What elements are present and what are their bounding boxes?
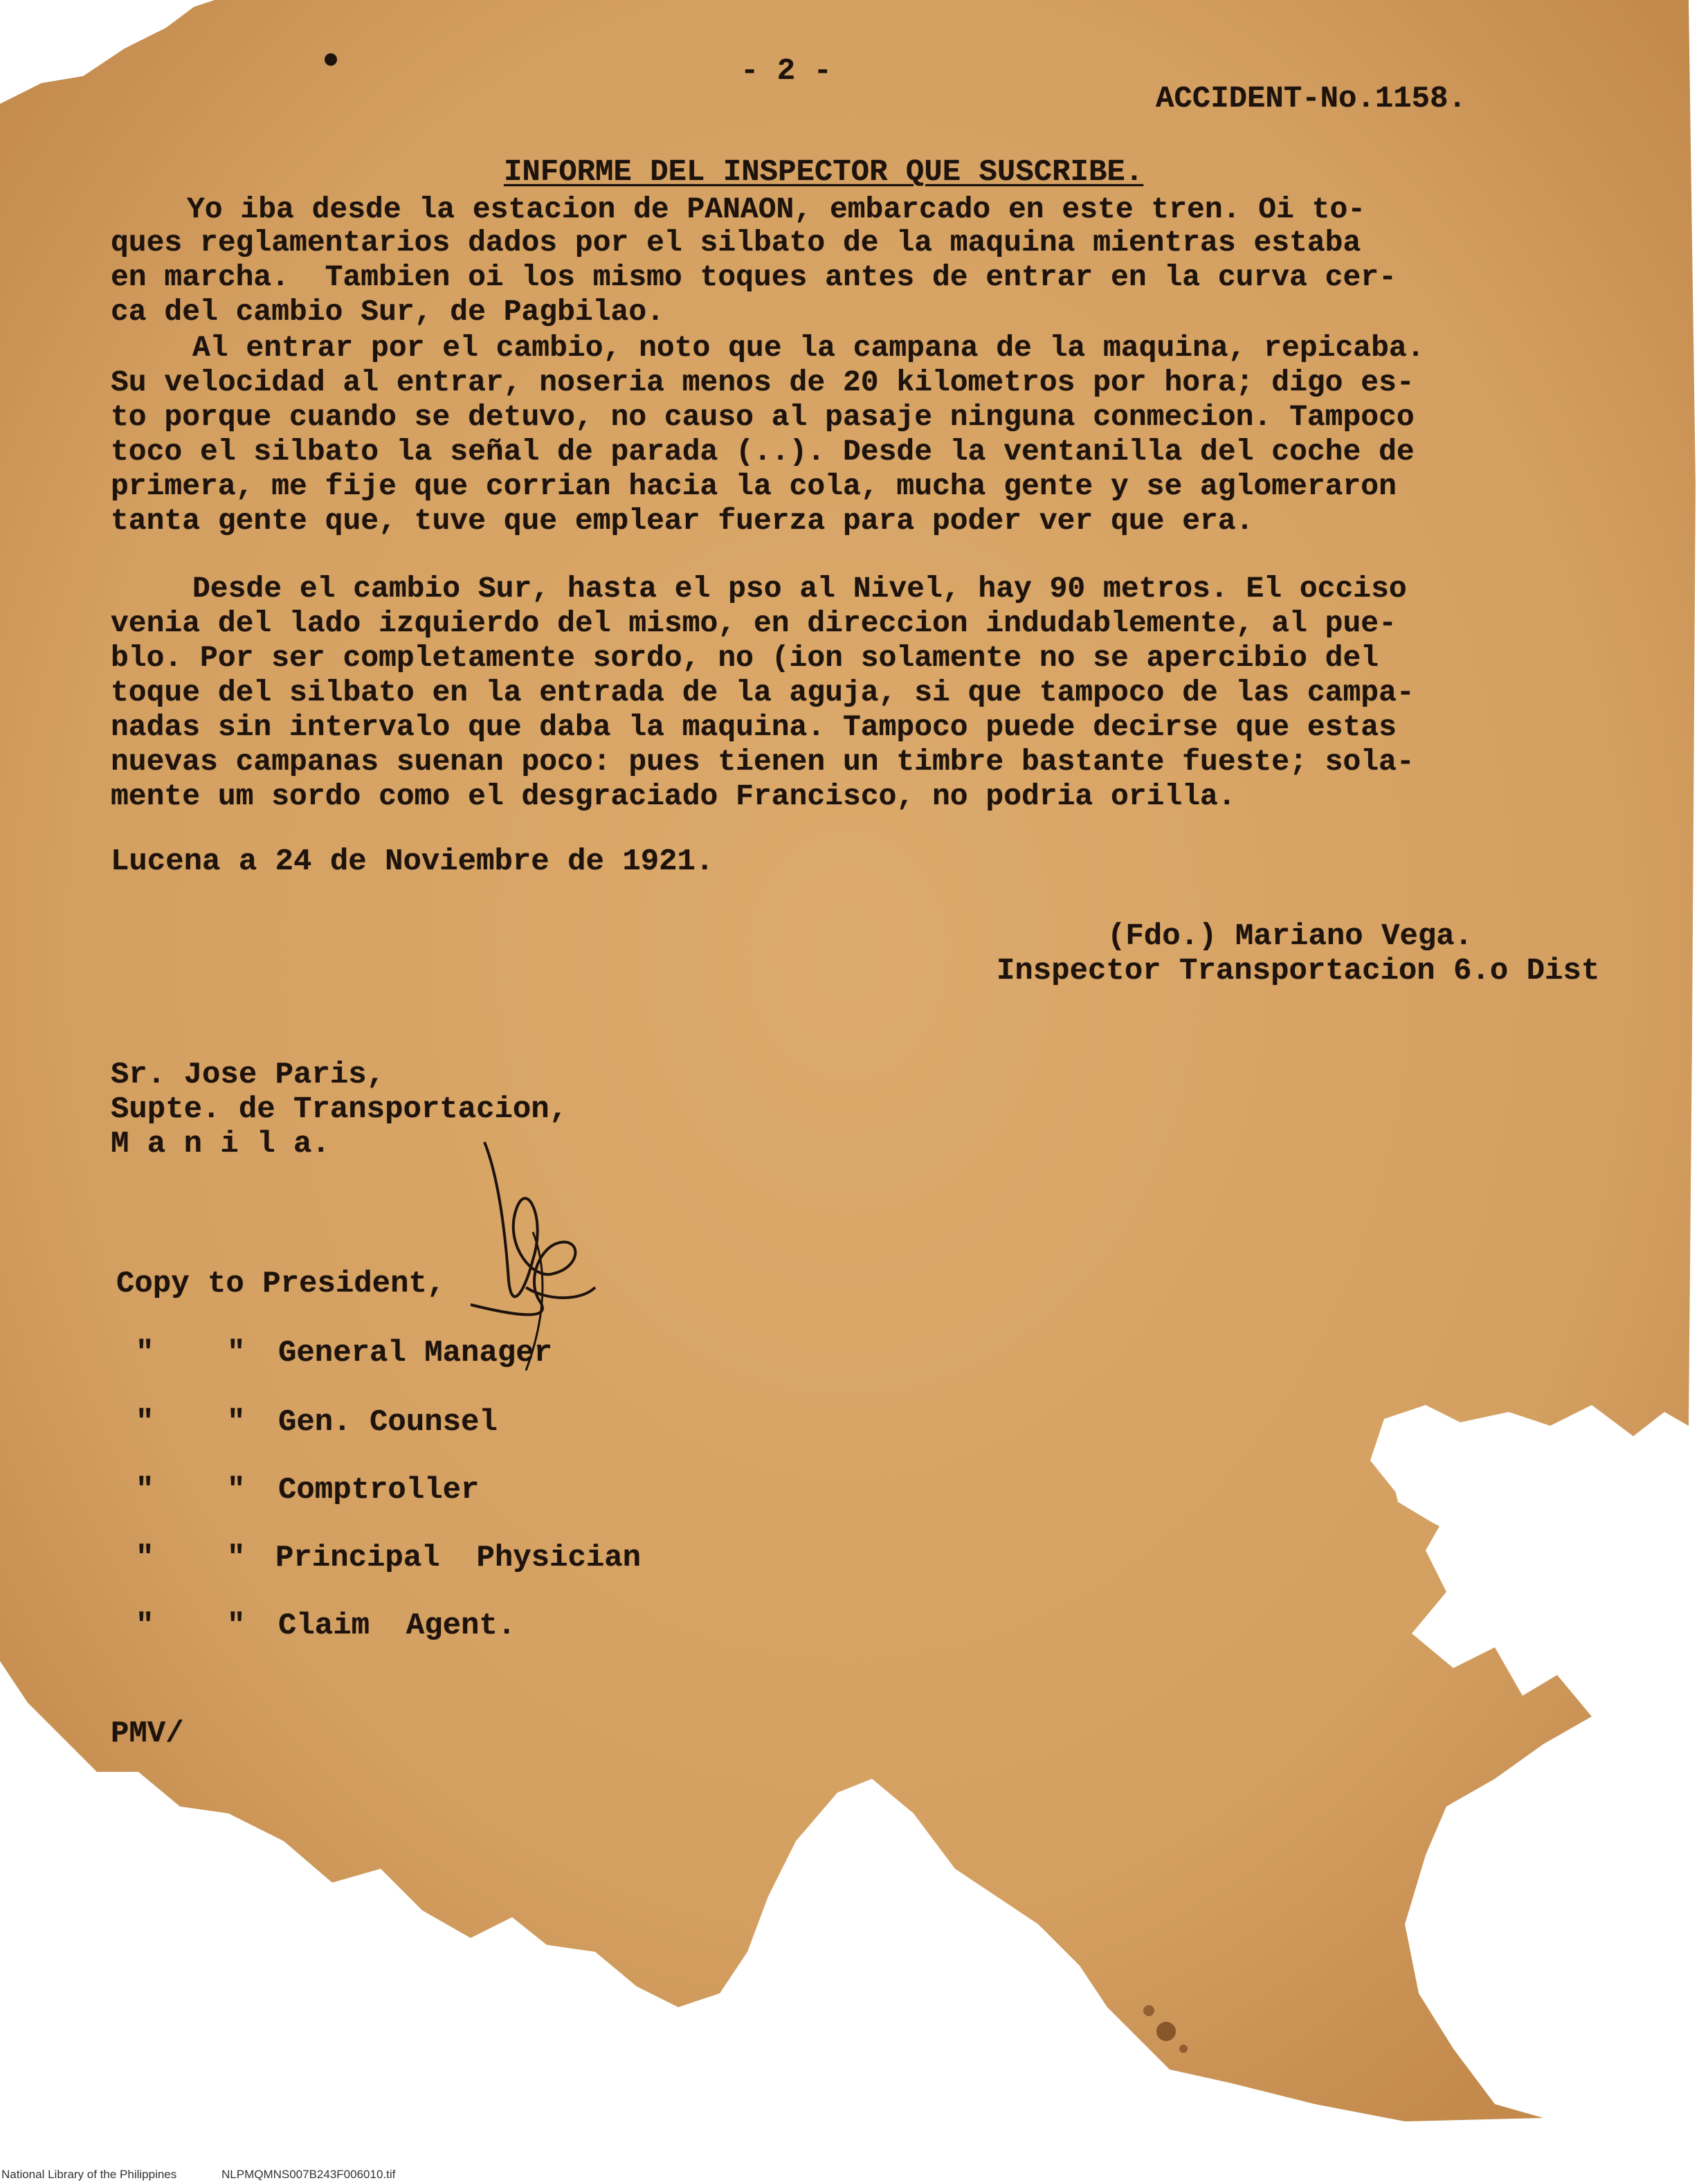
addressee-line: M a n i l a. [111, 1127, 330, 1161]
footer-library: National Library of the Philippines [1, 2168, 177, 2181]
page-number: - 2 - [741, 54, 833, 89]
ink-stain [325, 53, 337, 66]
paragraph-1-line: en marcha. Tambien oi los mismo toques antes de entrar en la curva cer- [111, 260, 1397, 294]
rust-spot [1156, 2022, 1176, 2041]
paragraph-2-line: to porque cuando se detuvo, no causo al pasaje ninguna conmecion. Tampoco [111, 400, 1415, 434]
accident-reference: ACCIDENT-No.1158. [1156, 82, 1466, 116]
initials: PMV/ [111, 1716, 184, 1751]
paragraph-3-line: toque del silbato en la entrada de la aguja, si que tampoco de las campa- [111, 676, 1415, 709]
ditto-mark: " " [136, 1405, 246, 1440]
ditto-mark: " " [136, 1541, 246, 1575]
copy-intro: Copy to President, [116, 1267, 446, 1301]
copy-recipient: Principal Physician [275, 1541, 642, 1575]
paragraph-2-line: toco el silbato la señal de parada (..). Desde la ventanilla del coche de [111, 435, 1415, 469]
paragraph-3-line: venia del lado izquierdo del mismo, en direccion indudablemente, al pue- [111, 606, 1397, 640]
paragraph-2-line: tanta gente que, tuve que emplear fuerza para poder ver que era. [111, 504, 1254, 538]
paragraph-3-line: nadas sin intervalo que daba la maquina. Tampoco puede decirse que estas [111, 710, 1397, 744]
paragraph-2-line: Al entrar por el cambio, noto que la campana de la maquina, repicaba. [192, 331, 1425, 365]
ditto-mark: " " [136, 1473, 246, 1507]
rust-spot [1179, 2045, 1188, 2053]
signature-title: Inspector Transportacion 6.o Dist [997, 954, 1600, 988]
footer-file-id: NLPMQMNS007B243F006010.tif [221, 2168, 396, 2181]
paragraph-1-line: ques reglamentarios dados por el silbato de la maquina mientras estaba [111, 226, 1361, 260]
paragraph-3-line: Desde el cambio Sur, hasta el pso al Nivel, hay 90 metros. El occiso [192, 572, 1407, 606]
copy-recipient: General Manager [278, 1336, 553, 1370]
paragraph-1-line: ca del cambio Sur, de Pagbilao. [111, 295, 664, 329]
paragraph-2-line: Su velocidad al entrar, noseria menos de 20 kilometros por hora; digo es- [111, 365, 1415, 399]
ditto-mark: " " [136, 1609, 246, 1643]
paragraph-2-line: primera, me fije que corrian hacia la cola, mucha gente y se aglomeraron [111, 469, 1397, 503]
rust-spot [1143, 2005, 1154, 2016]
paragraph-3-line: blo. Por ser completamente sordo, no (ion solamente no se apercibio del [111, 641, 1379, 675]
copy-recipient: Gen. Counsel [278, 1405, 498, 1440]
paragraph-3-line: mente um sordo como el desgraciado Francisco, no podria orilla. [111, 779, 1236, 813]
ditto-mark: " " [136, 1336, 246, 1370]
report-title: INFORME DEL INSPECTOR QUE SUSCRIBE. [504, 155, 1144, 190]
copy-recipient: Comptroller [278, 1473, 480, 1507]
paragraph-1-line: Yo iba desde la estacion de PANAON, embarcado en este tren. Oi to- [187, 192, 1366, 226]
paragraph-3-line: nuevas campanas suenan poco: pues tienen un timbre bastante fueste; sola- [111, 745, 1415, 779]
date-line: Lucena a 24 de Noviembre de 1921. [111, 844, 714, 879]
addressee-line: Sr. Jose Paris, [111, 1058, 385, 1092]
addressee-line: Supte. de Transportacion, [111, 1092, 568, 1127]
copy-recipient: Claim Agent. [278, 1609, 516, 1643]
signature-name: (Fdo.) Mariano Vega. [1107, 919, 1473, 954]
